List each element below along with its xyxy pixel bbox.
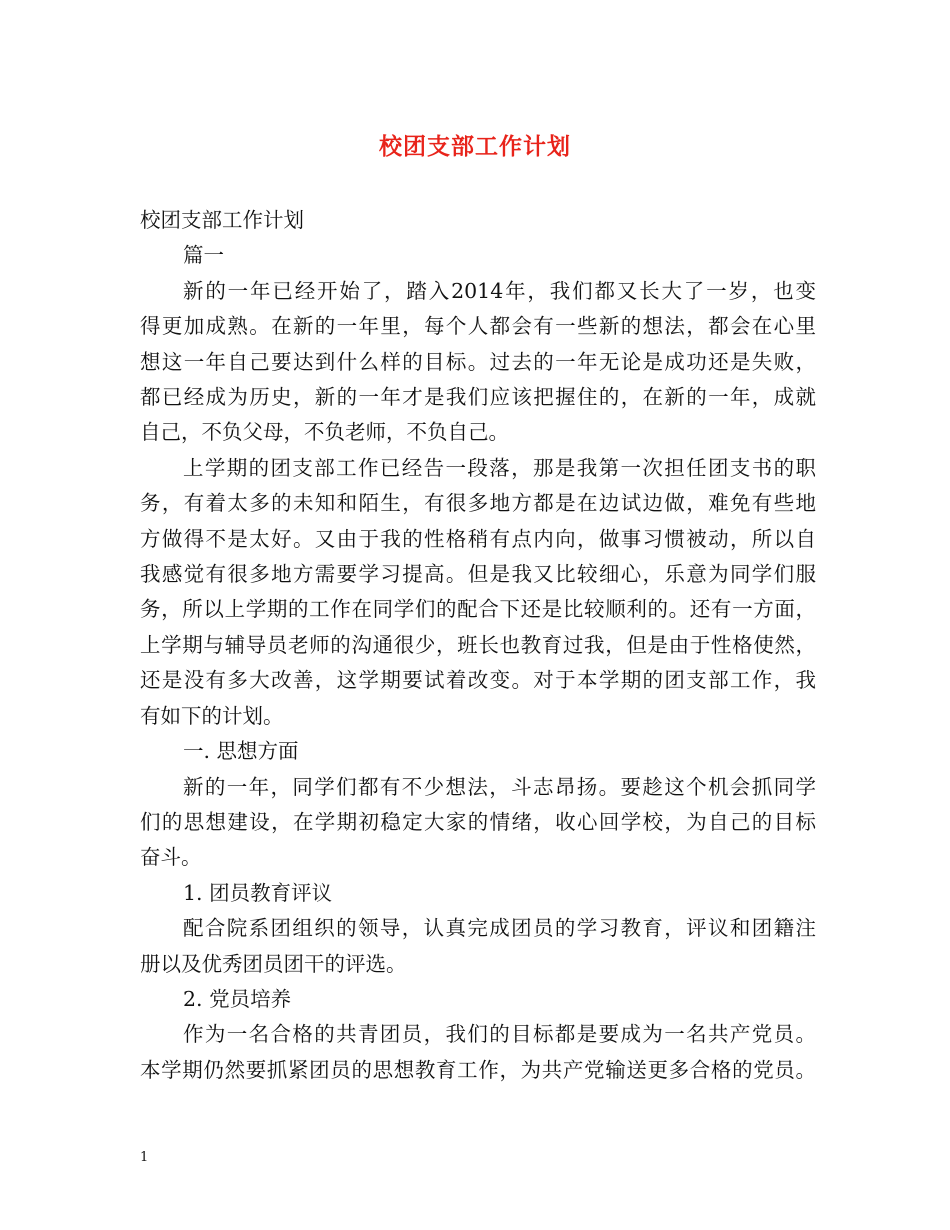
document-title: 校团支部工作计划 (379, 133, 571, 160)
text-line: 我感觉有很多地方需要学习提高。但是我又比较细心，乐意为同学们服 (140, 562, 816, 587)
text-line: 新的一年，同学们都有不少想法，斗志昂扬。要趁这个机会抓同学 (183, 774, 816, 799)
text-line: 想这一年自己要达到什么样的目标。过去的一年无论是成功还是失败， (140, 349, 816, 374)
document-body (140, 203, 816, 1088)
page-number: 1 (140, 1150, 149, 1165)
text-line: 新的一年已经开始了，踏入2014年，我们都又长大了一岁，也变 (183, 278, 816, 303)
text-line: 务，所以上学期的工作在同学们的配合下还是比较顺利的。还有一方面， (140, 597, 816, 622)
text-line: 们的思想建设，在学期初稳定大家的情绪，收心回学校，为自己的目标 (140, 809, 816, 834)
text-line: 2. 党员培养 (183, 986, 292, 1011)
text-line: 务，有着太多的未知和陌生，有很多地方都是在边试边做，难免有些地 (140, 491, 816, 516)
text-line: 作为一名合格的共青团员，我们的目标都是要成为一名共产党员。 (183, 1022, 816, 1047)
text-line: 1. 团员教育评议 (183, 880, 333, 905)
text-line: 本学期仍然要抓紧团员的思想教育工作，为共产党输送更多合格的党员。 (140, 1057, 816, 1082)
text-line: 有如下的计划。 (140, 703, 284, 728)
text-line: 篇一 (183, 243, 224, 268)
text-line: 配合院系团组织的领导，认真完成团员的学习教育，评议和团籍注 (183, 916, 816, 941)
text-line: 自己，不负父母，不负老师，不负自己。 (140, 420, 509, 445)
text-line: 还是没有多大改善，这学期要试着改变。对于本学期的团支部工作，我 (140, 668, 816, 693)
text-line: 上学期与辅导员老师的沟通很少，班长也教育过我，但是由于性格使然， (140, 632, 816, 657)
text-line: 得更加成熟。在新的一年里，每个人都会有一些新的想法，都会在心里 (140, 314, 816, 339)
text-line: 奋斗。 (140, 845, 202, 870)
text-line: 校团支部工作计划 (140, 208, 304, 232)
text-line: 方做得不是太好。又由于我的性格稍有点内向，做事习惯被动，所以自 (140, 526, 816, 551)
text-line: 一. 思想方面 (183, 739, 299, 764)
text-line: 上学期的团支部工作已经告一段落，那是我第一次担任团支书的职 (183, 455, 816, 480)
text-line: 册以及优秀团员团干的评选。 (140, 951, 407, 976)
text-line: 都已经成为历史，新的一年才是我们应该把握住的，在新的一年，成就 (140, 385, 816, 410)
